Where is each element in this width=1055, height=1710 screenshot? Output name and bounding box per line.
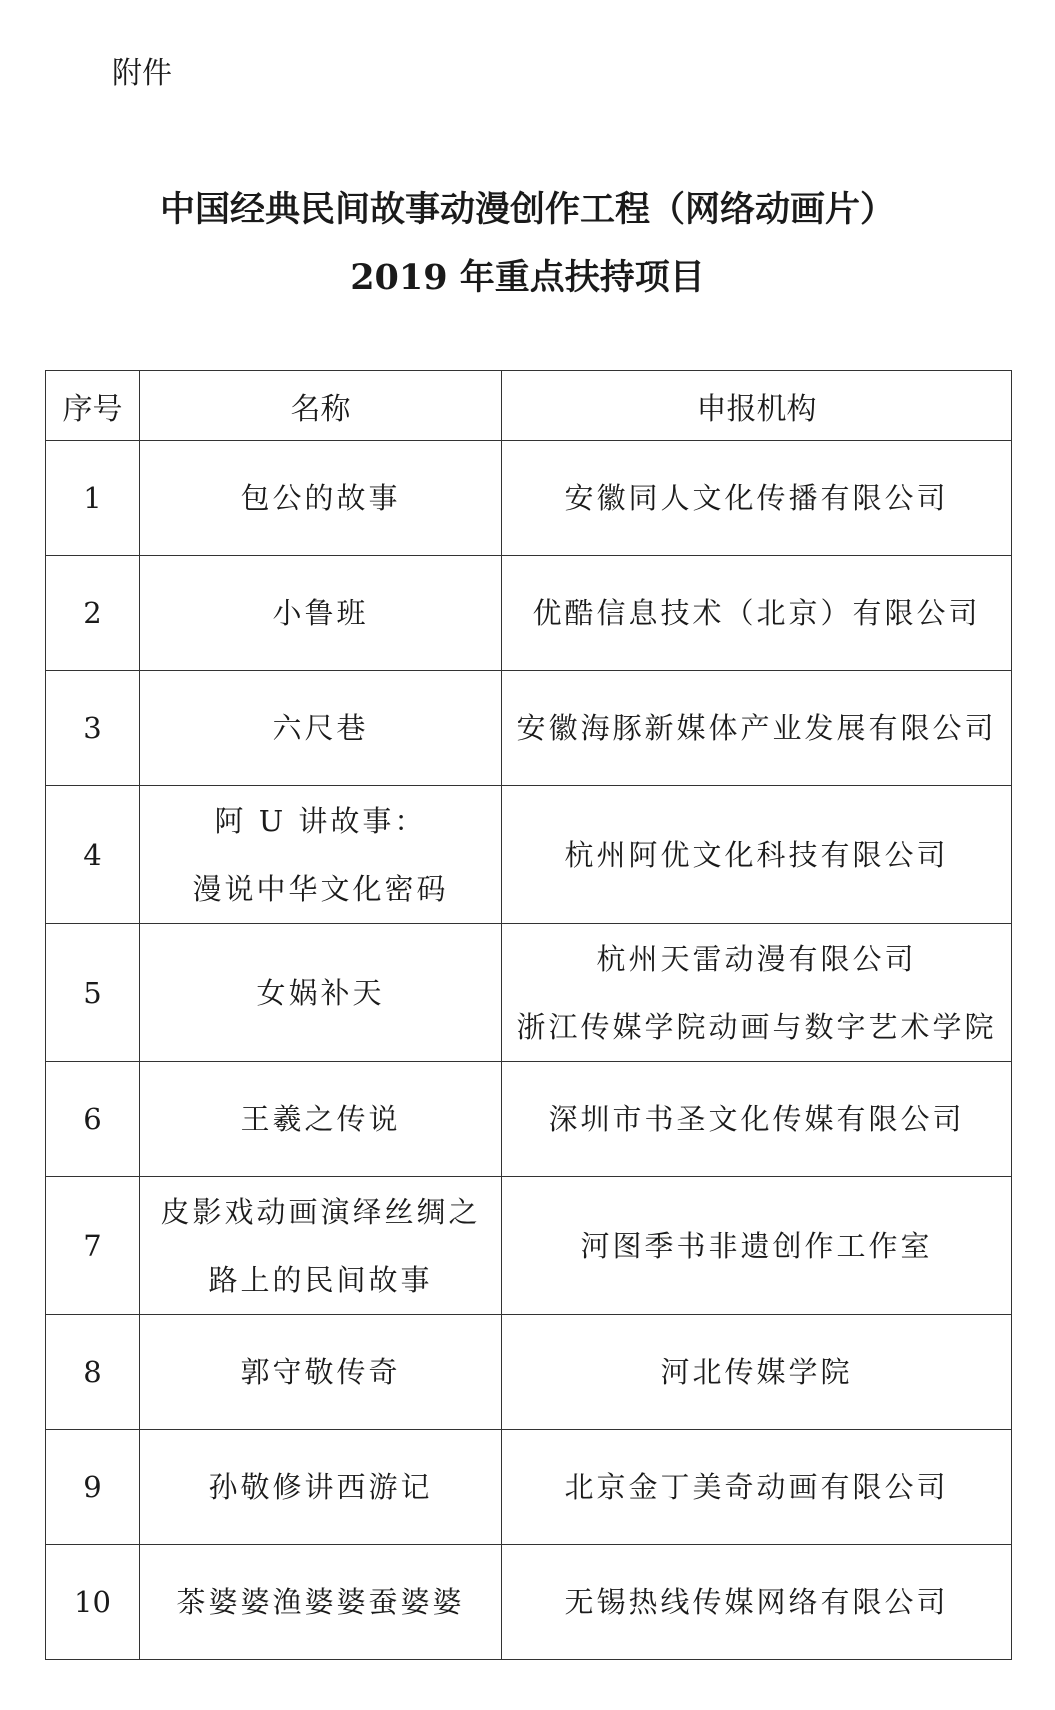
header-serial-number: 序号 [46, 371, 140, 441]
row-number: 2 [46, 556, 140, 671]
applicant-org [502, 924, 1012, 1062]
project-name: 包公的故事 [140, 441, 502, 556]
row-number: 4 [46, 786, 140, 924]
projects-table [45, 370, 1012, 1660]
table-row [46, 441, 1012, 556]
applicant-org: 杭州阿优文化科技有限公司 [502, 786, 1012, 924]
applicant-org-line: 杭州天雷动漫有限公司 [596, 941, 917, 976]
project-name-line: 漫说中华文化密码 [192, 871, 449, 906]
applicant-org: 河图季书非遗创作工作室 [502, 1177, 1012, 1315]
project-name: 茶婆婆渔婆婆蚕婆婆 [140, 1545, 502, 1660]
applicant-org-line: 浙江传媒学院动画与数字艺术学院 [516, 1009, 997, 1044]
project-name: 小鲁班 [140, 556, 502, 671]
project-name [140, 786, 502, 924]
row-number: 7 [46, 1177, 140, 1315]
row-number: 10 [46, 1545, 140, 1660]
document-title: 中国经典民间故事动漫创作工程（网络动画片） [159, 189, 895, 230]
applicant-org: 无锡热线传媒网络有限公司 [502, 1545, 1012, 1660]
attachment-label: 附件 [112, 56, 172, 91]
project-name-line: 路上的民间故事 [208, 1262, 433, 1297]
table-row [46, 1545, 1012, 1660]
table-row [46, 1430, 1012, 1545]
row-number: 6 [46, 1062, 140, 1177]
project-name-line: 皮影戏动画演绎丝绸之 [160, 1194, 481, 1229]
table-row [46, 556, 1012, 671]
project-name: 女娲补天 [140, 924, 502, 1062]
table-row [46, 1315, 1012, 1430]
header-applicant-org: 申报机构 [502, 371, 1012, 441]
table-row [46, 1062, 1012, 1177]
row-number: 1 [46, 441, 140, 556]
applicant-org: 河北传媒学院 [502, 1315, 1012, 1430]
document-subtitle: 2019 年重点扶持项目 [350, 257, 705, 298]
row-number: 3 [46, 671, 140, 786]
project-name [140, 1177, 502, 1315]
project-name: 孙敬修讲西游记 [140, 1430, 502, 1545]
table-row [46, 671, 1012, 786]
applicant-org: 安徽海豚新媒体产业发展有限公司 [502, 671, 1012, 786]
row-number: 5 [46, 924, 140, 1062]
table-row [46, 1177, 1012, 1315]
header-name: 名称 [140, 371, 502, 441]
project-name: 郭守敬传奇 [140, 1315, 502, 1430]
applicant-org: 深圳市书圣文化传媒有限公司 [502, 1062, 1012, 1177]
applicant-org: 北京金丁美奇动画有限公司 [502, 1430, 1012, 1545]
row-number: 8 [46, 1315, 140, 1430]
project-name: 六尺巷 [140, 671, 502, 786]
applicant-org: 安徽同人文化传播有限公司 [502, 441, 1012, 556]
project-name-line: 阿 U 讲故事： [214, 803, 427, 838]
row-number: 9 [46, 1430, 140, 1545]
project-name: 王羲之传说 [140, 1062, 502, 1177]
table-header-row [46, 371, 1012, 441]
table-row [46, 924, 1012, 1062]
applicant-org: 优酷信息技术（北京）有限公司 [502, 556, 1012, 671]
table-row [46, 786, 1012, 924]
